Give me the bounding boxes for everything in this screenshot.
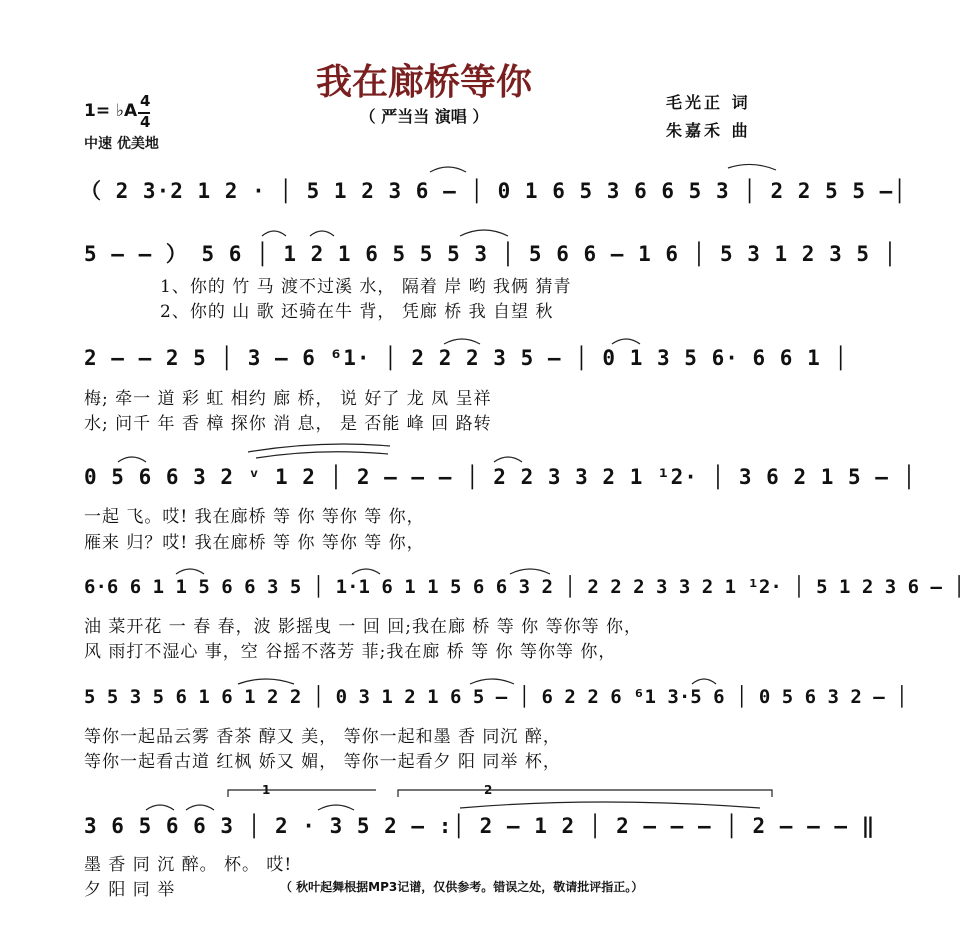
slur-mark <box>728 164 776 170</box>
slur-mark <box>692 679 716 684</box>
lyrics-system-7-verse-2: 夕 阳 同 举 <box>84 880 176 900</box>
phrase-line <box>460 802 760 808</box>
performer-subtitle: （ 严当当 演唱 ） <box>359 107 489 126</box>
volta-2-bracket <box>398 790 772 797</box>
slur-mark <box>186 805 214 810</box>
notation-system-2: 5 – – ） 5 6 │ 1 2 1 6 5 5 5 3 │ 5 6 6 – 1 6 │ 5 3 1 2 3 5 │ <box>84 242 898 266</box>
transcription-footnote: （ 秋叶起舞根据MP3记谱，仅供参考。错误之处，敬请批评指正。） <box>280 880 644 894</box>
notation-system-3: 2 – – 2 5 │ 3 – 6 ⁶1· │ 2 2 2 3 5 – │ 0 1 3 5 6· 6 6 1 │ <box>84 346 849 370</box>
lyrics-system-3-verse-1: 梅; 牵一 道 彩 虹 相约 廊 桥， 说 好了 龙 凤 呈祥 <box>84 389 492 409</box>
notation-system-1: （ 2 3·2 1 2 · │ 5 1 2 3 6 – │ 0 1 6 5 3 6 6 5 3 │ 2 2 5 5 –│ <box>80 179 907 203</box>
lyrics-system-3-verse-2: 水; 问千 年 香 樟 探你 消 息， 是 否能 峰 回 路转 <box>84 414 492 434</box>
slur-mark <box>118 457 146 462</box>
time-signature-top: 4 <box>140 92 151 110</box>
notation-system-4: 0 5 6 6 3 2 ᵛ 1 2 │ 2 – – – │ 2 2 3 3 2 1 ¹2· │ 3 6 2 1 5 – │ <box>84 465 917 489</box>
notation-system-5: 6·6 6 1 1 5 6 6 3 5 │ 1·1 6 1 1 5 6 6 3 2 │ 2 2 2 3 3 2 1 ¹2· │ 5 1 2 3 6 – │ <box>84 576 965 598</box>
slur-mark <box>494 457 522 462</box>
lyrics-system-2-verse-2: 2、你的 山 歌 还骑在牛 背， 凭廊 桥 我 自望 秋 <box>160 302 554 322</box>
slur-mark <box>352 569 380 574</box>
lyrics-system-4-verse-2: 雁来 归？哎! 我在廊桥 等 你 等你 等 你， <box>84 533 425 553</box>
slur-mark <box>318 805 354 810</box>
key-signature: 1= ♭A <box>84 101 138 121</box>
composer-credit: 朱嘉禾 曲 <box>666 121 751 140</box>
lyrics-system-2-verse-1: 1、你的 竹 马 渡不过溪 水， 隔着 岸 哟 我俩 猜青 <box>160 277 572 297</box>
lyrics-system-5-verse-2: 风 雨打不湿心 事，空 谷摇不落芳 菲;我在廊 桥 等 你 等你等 你， <box>84 642 617 662</box>
volta-1-label: 1 <box>262 783 271 797</box>
lyrics-system-6-verse-1: 等你一起品云雾 香茶 醇又 美， 等你一起和墨 香 同沉 醉， <box>84 727 561 747</box>
lyricist-credit: 毛光正 词 <box>666 93 751 112</box>
lyrics-system-7-verse-1: 墨 香 同 沉 醉。 杯。 哎! <box>84 855 293 875</box>
slur-mark <box>510 569 550 574</box>
slur-mark <box>238 679 294 684</box>
slur-mark <box>310 231 334 236</box>
volta-2-label: 2 <box>484 783 493 797</box>
lyrics-system-6-verse-2: 等你一起看古道 红枫 娇又 媚， 等你一起看夕 阳 同举 杯， <box>84 752 561 772</box>
lyrics-system-5-verse-1: 油 菜开花 一 春 春，波 影摇曳 一 回 回;我在廊 桥 等 你 等你等 你， <box>84 617 642 637</box>
time-signature-bottom: 4 <box>140 113 151 131</box>
slur-mark <box>444 339 480 344</box>
slur-mark <box>176 569 204 574</box>
notation-system-6: 5 5 3 5 6 1 6 1 2 2 │ 0 3 1 2 1 6 5 – │ 6 2 2 6 ⁶1 3·5 6 │ 0 5 6 3 2 – │ <box>84 686 908 708</box>
lyrics-system-4-verse-1: 一起 飞。哎! 我在廊桥 等 你 等你 等 你， <box>84 507 425 527</box>
song-title: 我在廊桥等你 <box>315 62 532 103</box>
tempo-marking: 中速 优美地 <box>84 136 159 152</box>
phrase-line <box>248 444 390 452</box>
slur-mark <box>460 230 508 236</box>
notation-system-7: 3 6 5 6 6 3 │ 2 · 3 5 2 – :│ 2 – 1 2 │ 2 – – – │ 2 – – – ‖ <box>84 814 876 838</box>
slur-mark <box>146 805 174 810</box>
phrase-line <box>256 452 388 458</box>
slur-mark <box>612 339 640 344</box>
slur-mark <box>262 231 286 236</box>
slur-mark <box>430 167 466 172</box>
volta-1-bracket <box>228 790 376 797</box>
slur-mark <box>470 679 514 684</box>
